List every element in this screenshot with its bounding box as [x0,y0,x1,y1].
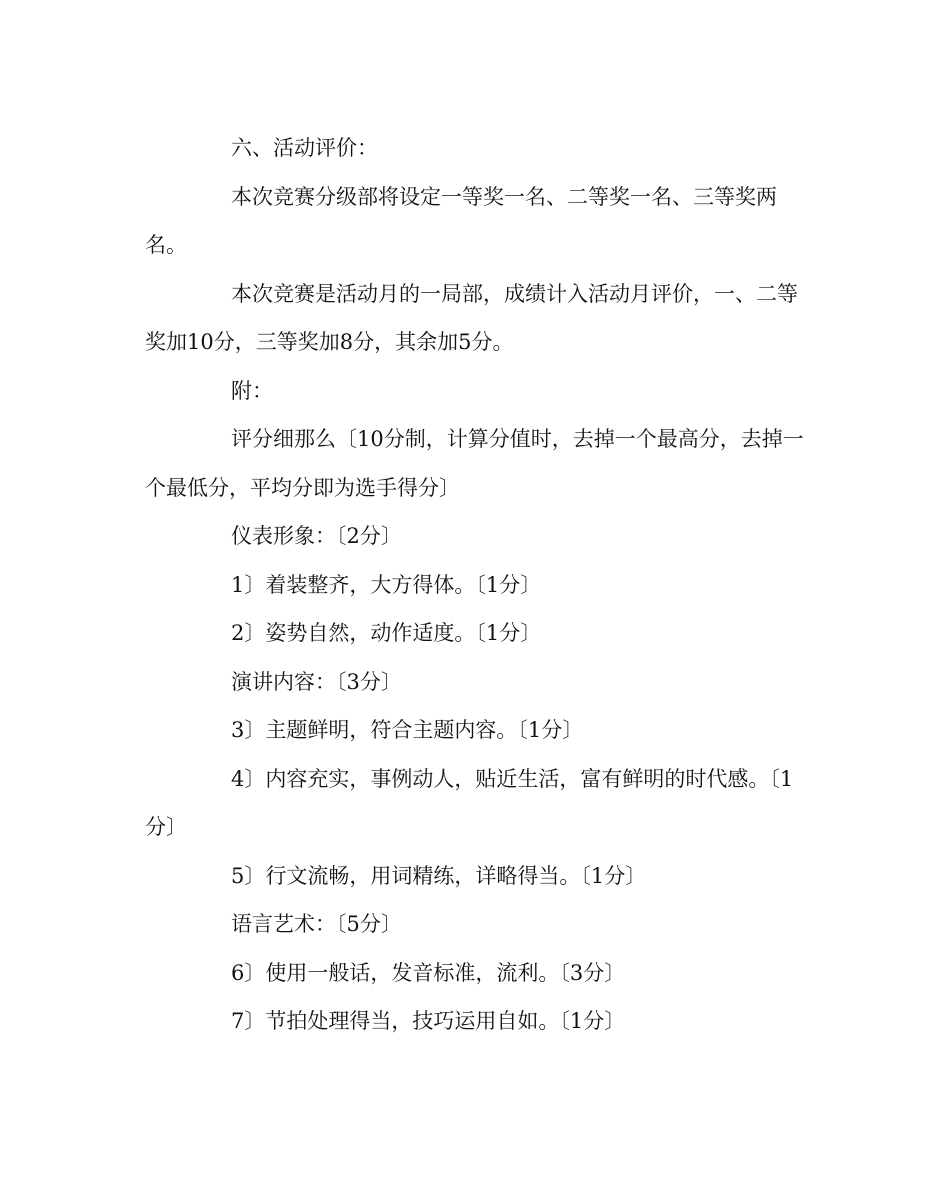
criteria-item-6: 6〕使用一般话，发音标准，流利。〔3分〕 [231,960,626,985]
section-heading-evaluation: 六、活动评价： [231,136,378,160]
criteria-item-2: 2〕姿势自然，动作适度。〔1分〕 [231,621,542,645]
appendix-heading: 附： [231,378,273,403]
criteria-heading-language: 语言艺术：〔5分〕 [231,912,402,936]
criteria-heading-appearance: 仪表形象：〔2分〕 [231,524,402,548]
criteria-item-7: 7〕节拍处理得当，技巧运用自如。〔1分〕 [231,1009,626,1033]
criteria-item-3: 3〕主题鲜明，符合主题内容。〔1分〕 [231,718,584,742]
criteria-item-5: 5〕行文流畅，用词精练，详略得当。〔1分〕 [231,863,647,888]
paragraph-scoring-rules: 评分细那么〔10分制，计算分值时，去掉一个最高分，去掉一个最低分，平均分即为选手得分〕 [145,427,804,500]
paragraph-scoring-bonus: 本次竞赛是活动月的一局部，成绩计入活动月评价，一、二等奖加10分，三等奖加8分，其余加5分。 [145,281,798,354]
criteria-item-4: 4〕内容充实，事例动人，贴近生活，富有鲜明的时代感。〔1分〕 [145,766,794,839]
paragraph-awards: 本次竞赛分级部将设定一等奖一名、二等奖一名、三等奖两名。 [145,184,777,257]
criteria-heading-content: 演讲内容：〔3分〕 [231,669,402,694]
criteria-item-1: 1〕着装整齐，大方得体。〔1分〕 [231,572,542,597]
document-body [145,124,805,1046]
